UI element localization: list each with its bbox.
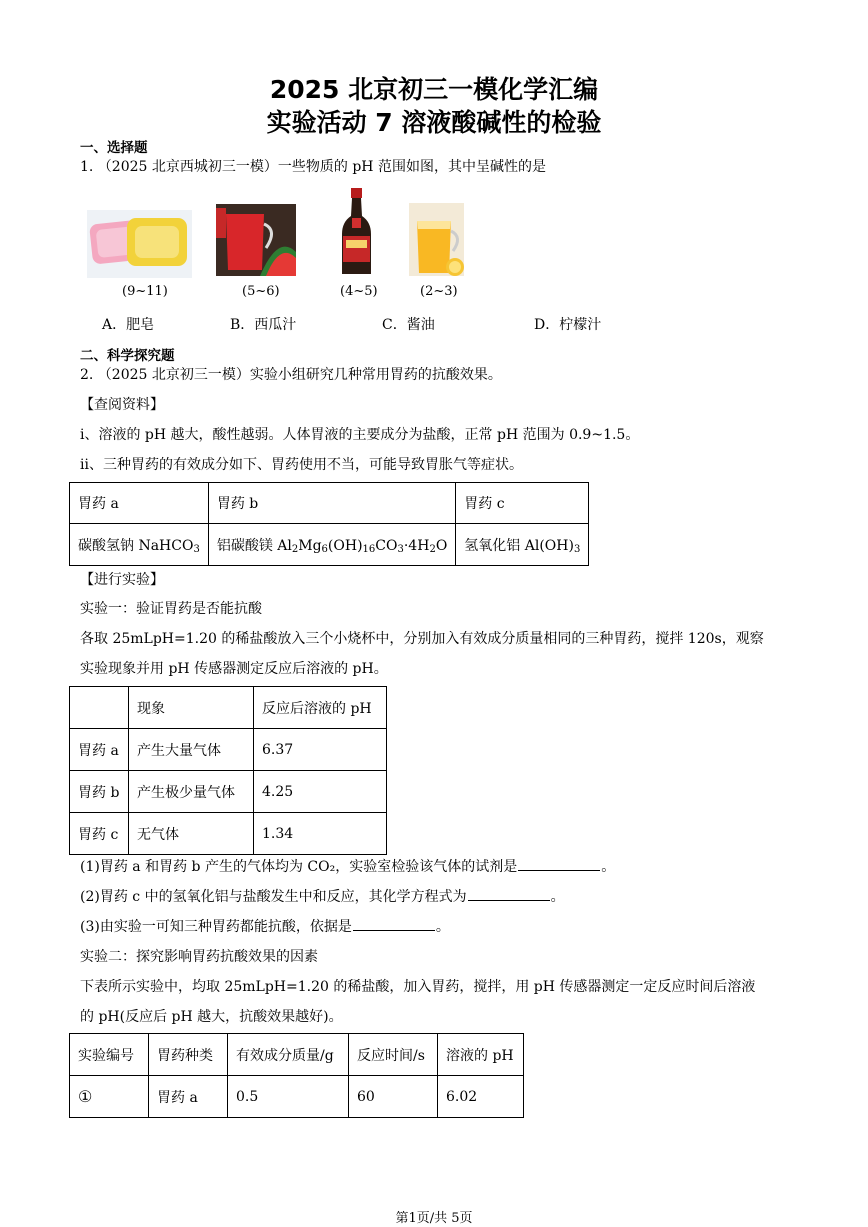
table-cell: 无气体 [129,813,254,855]
drug-ingredient-table [69,482,589,566]
answer-blank-3[interactable] [353,918,435,931]
period: 。 [435,919,450,935]
experiment-1-table [69,686,387,855]
sub-question-2 [80,886,565,906]
table-header-cell: 溶液的 pH [438,1034,524,1076]
table-header-cell: 实验编号 [70,1034,149,1076]
table-cell: 6.37 [254,729,387,771]
period: 。 [550,889,565,905]
table-cell: 产生极少量气体 [129,771,254,813]
table-header-cell: 现象 [129,687,254,729]
question-1-text: 1. （2025 北京西城初三一模）一些物质的 pH 范围如图，其中呈碱性的是 [80,159,546,175]
table-cell: 铝碳酸镁 $Al_2Mg_6(OH)_{16}CO_3\cdot 4H_2O$ [208,524,455,566]
table-cell: 60 [349,1076,438,1118]
ph-range-watermelon: (5~6) [242,284,280,299]
reference-heading: 【查阅资料】 [80,397,164,413]
experiment-2-title: 实验二：探究影响胃药抗酸效果的因素 [80,949,318,965]
table-cell: 产生大量气体 [129,729,254,771]
document-subtitle: 实验活动 7 溶液酸碱性的检验 [266,108,602,137]
experiment-1-description-line1: 各取 25mLpH=1.20 的稀盐酸放入三个小烧杯中，分别加入有效成分质量相同的三种胃药，搅拌 120s，观察 [80,631,764,647]
section-heading-inquiry: 二、科学探究题 [80,348,175,364]
answer-blank-2[interactable] [468,888,550,901]
period: 。 [601,859,616,875]
reference-item-ii: ⅱ、三种胃药的有效成分如下、胃药使用不当，可能导致胃胀气等症状。 [80,457,523,473]
table-cell: 1.34 [254,813,387,855]
reference-item-i: i、溶液的 pH 越大，酸性越弱。人体胃液的主要成分为盐酸，正常 pH 范围为 0.9~1.5。 [80,427,640,443]
sub-question-3-text: (3)由实验一可知三种胃药都能抗酸，依据是 [80,919,352,935]
table-row [70,1076,524,1118]
option-a[interactable]: A．肥皂 [102,317,155,333]
table-row [70,729,387,771]
experiment-heading: 【进行实验】 [80,572,164,588]
table-header-cell: 反应后溶液的 pH [254,687,387,729]
sub-question-1-text: (1)胃药 a 和胃药 b 产生的气体均为 CO₂，实验室检验该气体的试剂是 [80,859,518,875]
table-cell: 胃药 c [70,813,129,855]
table-cell: 胃药 b [70,771,129,813]
table-header-cell [70,687,129,729]
experiment-1-title: 实验一：验证胃药是否能抗酸 [80,601,262,617]
option-c[interactable]: C．酱油 [382,317,435,333]
sub-question-3 [80,916,450,936]
soap-bars-image [87,210,192,278]
experiment-2-table [69,1033,524,1118]
table-header-cell: 反应时间/s [349,1034,438,1076]
ph-range-lemon: (2~3) [420,284,458,299]
table-cell: ① [70,1076,149,1118]
table-header-cell: 胃药 a [70,483,209,524]
option-d[interactable]: D．柠檬汁 [534,317,602,333]
experiment-1-description-line2: 实验现象并用 pH 传感器测定反应后溶液的 pH。 [80,661,388,677]
table-cell: 碳酸氢钠 NaHCO$_3$ [70,524,209,566]
ph-range-soap: (9~11) [122,284,168,299]
table-cell: 0.5 [228,1076,349,1118]
table-cell: 胃药 a [149,1076,228,1118]
table-header-cell: 胃药种类 [149,1034,228,1076]
watermelon-juice-image [216,204,296,276]
sub-question-2-text: (2)胃药 c 中的氢氧化铝与盐酸发生中和反应，其化学方程式为 [80,889,467,905]
table-cell: 氢氧化铝 $Al(OH)_3$ [456,524,589,566]
table-row [70,771,387,813]
table-cell: 4.25 [254,771,387,813]
table-header-cell: 有效成分质量/g [228,1034,349,1076]
table-cell: 6.02 [438,1076,524,1118]
sub-question-1 [80,856,615,876]
option-b[interactable]: B．西瓜汁 [230,317,297,333]
table-header-cell: 胃药 b [208,483,455,524]
document-title: 2025 北京初三一模化学汇编 [269,75,599,104]
ph-range-soy-sauce: (4~5) [340,284,378,299]
question-2-text: 2. （2025 北京初三一模）实验小组研究几种常用胃药的抗酸效果。 [80,367,502,383]
section-heading-choice: 一、选择题 [80,140,148,156]
table-row [70,813,387,855]
page-footer: 第1页/共 5页 [395,1211,473,1226]
experiment-2-description-line1: 下表所示实验中，均取 25mLpH=1.20 的稀盐酸，加入胃药，搅拌，用 pH 传感器测定一定反应时间后溶液 [80,979,756,995]
table-header-cell: 胃药 c [456,483,589,524]
soy-sauce-bottle-image [338,188,375,276]
table-cell: 胃药 a [70,729,129,771]
lemon-juice-image [409,203,464,276]
experiment-2-description-line2: 的 pH(反应后 pH 越大，抗酸效果越好)。 [80,1009,343,1025]
answer-blank-1[interactable] [518,858,600,871]
